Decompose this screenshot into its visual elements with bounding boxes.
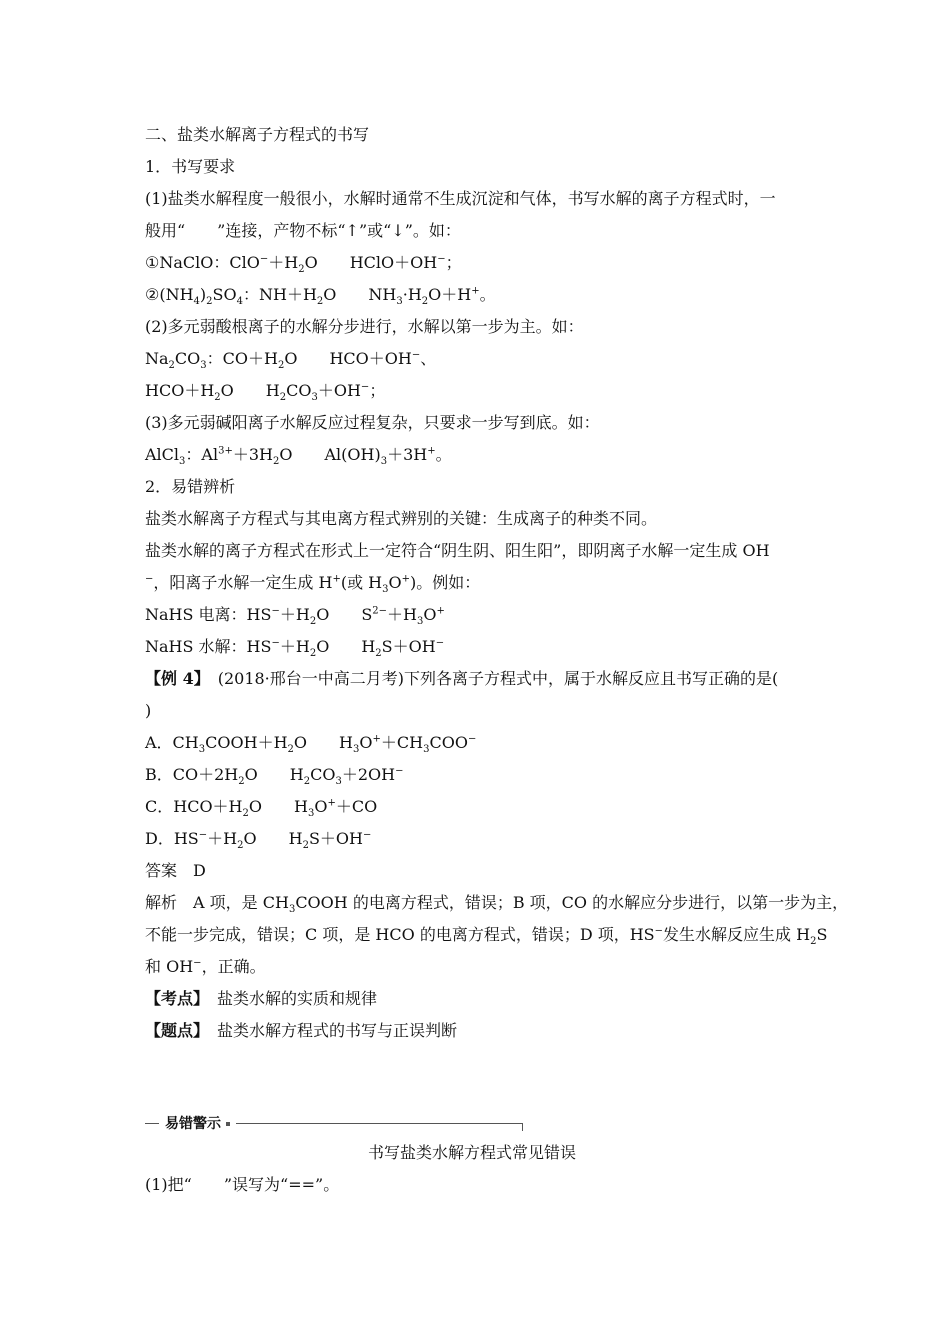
analysis-line1: 解析 A 项，是 $CH_3COOH$ 的电离方程式，错误；B 项，CO 的水解应分步进行，以第一步为主， xyxy=(145,893,849,916)
equation-hco3: $HCO+H_2O$ $H_2CO_3+OH^-$； xyxy=(145,381,386,404)
paragraph-distinction-2: 盐类水解的离子方程式在形式上一定符合“阴生阴、阳生阳”，即阴离子水解一定生成 OH xyxy=(145,541,770,560)
error-tip-header xyxy=(145,1118,523,1132)
tip-label: 易错警示 xyxy=(159,1114,236,1134)
tidian-tag: 【题点】 xyxy=(145,1021,202,1040)
kaodian-tag: 【考点】 xyxy=(145,989,202,1008)
subheading-requirements: 1．书写要求 xyxy=(145,157,236,176)
equation-nahs-hydrolysis: NaHS 水解：$HS^-+H_2O$ $H_2S+OH^-$ xyxy=(145,637,445,660)
answer: 答案 D xyxy=(145,861,206,880)
option-a: A．$CH_3COOH+H_2O$ $H_3O^++CH_3COO^-$ xyxy=(145,733,477,756)
paragraph-requirement-2: (2)多元弱酸根离子的水解分步进行，水解以第一步为主。如： xyxy=(145,317,584,336)
paragraph-requirement-3: (3)多元弱碱阳离子水解反应过程复杂，只要求一步写到底。如： xyxy=(145,413,600,432)
section-heading: 二、盐类水解离子方程式的书写 xyxy=(145,125,370,144)
paragraph-requirement-1-line1: (1)盐类水解程度一般很小，水解时通常不生成沉淀和气体，书写水解的离子方程式时，一 xyxy=(145,189,776,208)
paragraph-requirement-1-line2: 般用“ ”连接，产物不标“↑”或“↓”。如： xyxy=(145,221,461,240)
example-question-close: ) xyxy=(145,701,152,720)
equation-na2co3: $Na_2CO_3$：$CO+H_2O$ HCO＋OH−、 xyxy=(145,349,437,372)
option-b: B．$CO+2H_2O$ $H_2CO_3+2OH^-$ xyxy=(145,765,404,788)
equation-naclo: ①NaClO：$ClO^-+H_2O$ HClO＋OH−； xyxy=(145,253,462,276)
analysis-line3: 和 OH−，正确。 xyxy=(145,957,266,976)
tip-divider-end xyxy=(522,1123,523,1131)
square-bullet-icon xyxy=(226,1122,230,1126)
analysis-line2: 不能一步完成，错误；C 项，是 HCO 的电离方程式，错误；D 项，HS−发生水解反应生成 $H_2S$ xyxy=(145,925,828,948)
paragraph-distinction-1: 盐类水解离子方程式与其电离方程式辨别的关键：生成离子的种类不同。 xyxy=(145,509,658,528)
equation-nh4-2so4: $②(NH_4)_2SO_4$：$NH+H_2O$ $NH_3\cdot H_2O+H^+$。 xyxy=(145,285,496,308)
example-tag: 【例 4】 xyxy=(145,669,202,688)
paragraph-distinction-3: −，阳离子水解一定生成 H+(或 $H_3O^+$)。例如： xyxy=(145,573,481,596)
equation-alcl3: AlCl$_3$：$Al^{3+}+3H_2O$ $Al(OH)_3+3H^+$。 xyxy=(145,445,452,468)
tip-title: 书写盐类水解方程式常见错误 xyxy=(368,1143,577,1162)
knowledge-point: 【考点】 盐类水解的实质和规律 xyxy=(145,989,378,1008)
example-question: 【例 4】 (2018·邢台一中高二月考)下列各离子方程式中，属于水解反应且书写正确的是( xyxy=(145,669,779,688)
option-d: D．$HS^-+H_2O$ $H_2S+OH^-$ xyxy=(145,829,372,852)
equation-nahs-ionization: NaHS 电离：$HS^-+H_2O$ $S^{2-}+H_3O^+$ xyxy=(145,605,445,628)
option-c: C．$HCO+H_2O$ $H_3O^++CO$ xyxy=(145,797,378,820)
tip-item-1: (1)把“ ”误写为“==”。 xyxy=(145,1175,340,1194)
question-point: 【题点】 盐类水解方程式的书写与正误判断 xyxy=(145,1021,458,1040)
subheading-distinction: 2．易错辨析 xyxy=(145,477,236,496)
